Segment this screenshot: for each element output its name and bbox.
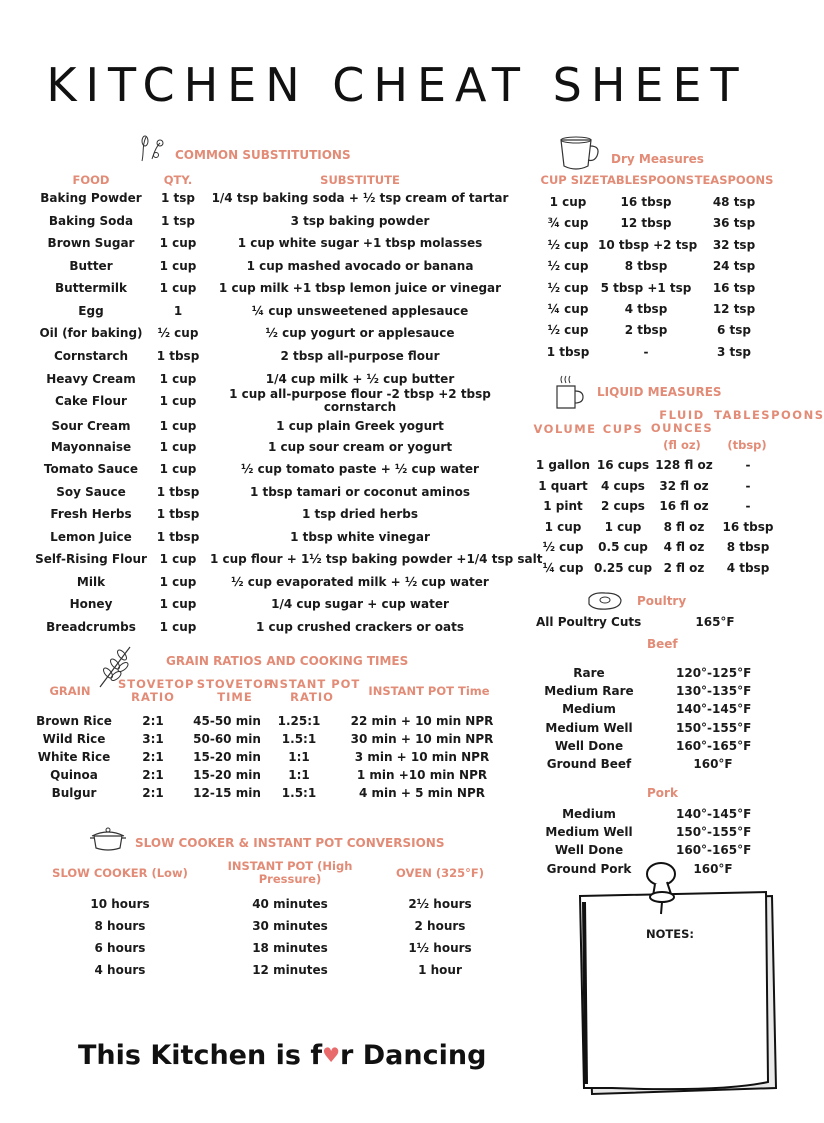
liquid-measure-cell: 4 tbsp (726, 561, 770, 575)
substitute-text: ¼ cup unsweetened applesauce (251, 304, 469, 318)
substitution-row (30, 552, 543, 574)
grain-cell: 15-20 min (193, 750, 261, 764)
food-qty: 1 tbsp (156, 349, 200, 363)
food-qty: 1 tsp (161, 214, 195, 228)
dry-measure-row (536, 238, 776, 260)
liquid-measure-cell: - (745, 458, 751, 472)
liquid-measure-row (530, 499, 780, 521)
header-volume: VOLUME (533, 422, 597, 436)
beef-cell: 120°-125°F (676, 666, 752, 680)
liquid-measure-row (530, 540, 780, 562)
dry-measure-cell: 36 tsp (712, 216, 756, 231)
header-grain: GRAIN (49, 684, 91, 698)
conversion-row (30, 963, 510, 985)
food-name: Butter (69, 259, 113, 273)
substitute-text: 1 cup white sugar +1 tbsp molasses (237, 236, 483, 250)
header-slow-cooker: SLOW COOKER (Low) (52, 866, 188, 880)
dry-measure-row (536, 195, 776, 217)
food-qty: 1 cup (159, 236, 197, 250)
dry-measure-cell: ½ cup (547, 323, 589, 338)
food-qty: 1 cup (159, 552, 197, 566)
conversion-cell: 6 hours (94, 941, 146, 955)
food-qty: 1 cup (159, 419, 197, 433)
food-name: Baking Powder (40, 191, 142, 205)
substitutions-heading: COMMON SUBSTITUTIONS (175, 148, 351, 162)
liquid-measure-row (530, 520, 780, 542)
dry-measure-row (536, 216, 776, 238)
dry-measure-cell: - (643, 344, 649, 359)
grain-cell: Wild Rice (42, 732, 106, 746)
substitute-text: 3 tsp baking powder (290, 214, 430, 228)
liquid-measure-cell: 8 fl oz (663, 519, 705, 534)
substitution-row (30, 326, 510, 348)
food-name: Self-Rising Flour (35, 552, 147, 566)
grain-cell: 2:1 (142, 786, 164, 800)
liquid-measure-cell: 128 fl oz (655, 458, 713, 472)
food-name: Honey (69, 597, 113, 611)
substitution-row (30, 620, 510, 642)
substitution-row (30, 462, 510, 484)
slow-cooker-heading: SLOW COOKER & INSTANT POT CONVERSIONS (135, 836, 445, 850)
poultry-temp: 165°F (695, 615, 735, 629)
liquid-measure-row (530, 458, 780, 480)
pork-cell: 140°-145°F (676, 807, 752, 821)
substitution-row (30, 281, 510, 303)
beef-cell: Medium (562, 702, 616, 717)
substitutions-table (30, 172, 543, 642)
food-qty: 1 tbsp (156, 507, 200, 521)
food-qty: 1 tbsp (156, 530, 200, 544)
food-name: Fresh Herbs (50, 507, 132, 521)
beef-cell: Ground Beef (546, 757, 632, 771)
grain-cell: Brown Rice (36, 714, 112, 728)
grain-cell: White Rice (37, 750, 111, 764)
liquid-measure-cell: 1 quart (538, 478, 588, 493)
herbs-icon (136, 133, 170, 165)
liquid-measure-cell: 0.5 cup (598, 540, 648, 555)
food-name: Sour Cream (51, 419, 131, 433)
pork-cell: Well Done (554, 843, 624, 858)
dry-measure-cell: 4 tbsp (624, 302, 668, 316)
grain-cell: 4 min + 5 min NPR (358, 786, 486, 800)
food-name: Cake Flour (55, 394, 127, 408)
dry-measure-cell: 16 tbsp (620, 195, 672, 209)
substitute-text: 1 cup all-purpose flour -2 tbsp +2 tbsp cornstarch (229, 387, 491, 414)
grain-cell: 45-50 min (193, 714, 261, 728)
header-fluid-ounces: FLUID OUNCES (650, 408, 714, 435)
substitution-row (30, 259, 510, 281)
heart-icon: ♥ (322, 1043, 341, 1067)
substitute-text: 1/4 cup milk + ½ cup butter (265, 372, 455, 386)
dry-measure-cell: ½ cup (547, 280, 589, 295)
substitution-row (30, 214, 510, 236)
food-name: Baking Soda (48, 214, 134, 228)
liquid-measure-cell: 8 tbsp (726, 540, 770, 555)
conversion-cell: 1 hour (418, 963, 462, 977)
pork-cell: Medium (562, 807, 616, 821)
substitution-row (30, 191, 510, 213)
header-instant-pot-ratio: INSTANT POT RATIO (263, 677, 361, 704)
liquid-measure-cell: 4 cups (601, 478, 645, 493)
header-tbsp: (tbsp) (727, 438, 767, 452)
liquid-measure-cell: 16 fl oz (659, 499, 709, 514)
substitution-row (30, 304, 510, 326)
dry-measure-cell: 12 tsp (712, 302, 756, 316)
grain-cell: 50-60 min (193, 732, 261, 746)
grain-cell: 1.5:1 (281, 786, 317, 800)
grain-cell: Bulgur (51, 786, 97, 800)
food-name: Tomato Sauce (43, 462, 139, 476)
substitute-text: ½ cup evaporated milk + ½ cup water (231, 575, 489, 589)
dry-measure-cell: 24 tsp (712, 259, 756, 274)
beef-cell: Well Done (554, 738, 624, 753)
beef-table (536, 664, 776, 776)
food-name: Egg (78, 304, 104, 318)
food-qty: 1 cup (159, 620, 197, 634)
dry-measure-cell: ¼ cup (547, 302, 589, 316)
food-qty: 1 cup (159, 281, 197, 295)
liquid-measure-cell: 16 cups (596, 458, 650, 472)
slow-cooker-table (30, 858, 510, 988)
beef-heading: Beef (647, 637, 678, 651)
substitution-row (30, 419, 510, 441)
grain-cell: 2:1 (142, 750, 164, 764)
dry-measure-cell: 12 tbsp (620, 216, 672, 231)
pot-icon (88, 826, 128, 852)
liquid-measure-cell: 2 cups (601, 499, 645, 514)
dry-measure-cell: 2 tbsp (624, 323, 668, 338)
food-qty: 1 cup (159, 440, 197, 454)
food-name: Breadcrumbs (46, 620, 136, 634)
liquid-measure-cell: 2 fl oz (663, 561, 705, 575)
liquid-measure-cell: - (745, 478, 751, 493)
conversion-cell: 30 minutes (252, 919, 328, 933)
liquid-measure-cell: 0.25 cup (594, 561, 653, 575)
dry-measure-row (536, 259, 776, 281)
dry-measure-cell: 10 tbsp +2 tsp (598, 237, 698, 252)
food-qty: ½ cup (157, 326, 199, 340)
liquid-measure-cell: 1 cup (604, 519, 642, 534)
liquid-measure-cell: 32 fl oz (659, 478, 709, 493)
dry-measure-cell: 16 tsp (712, 280, 756, 295)
food-name: Soy Sauce (56, 485, 126, 499)
pork-cell: Ground Pork (546, 861, 632, 876)
food-qty: 1 cup (159, 597, 197, 611)
conversion-row (30, 941, 510, 963)
grain-cell: 2:1 (142, 768, 164, 782)
substitute-text: 1 cup milk +1 tbsp lemon juice or vinegar (218, 281, 502, 295)
grain-cell: 3 min + 10 min NPR (354, 750, 490, 764)
dry-measure-row (536, 302, 776, 324)
pork-cell: Medium Well (545, 825, 633, 840)
dry-measure-cell: 8 tbsp (624, 259, 668, 274)
conversion-cell: 1½ hours (408, 941, 472, 955)
dry-measure-cell: ½ cup (547, 259, 589, 274)
conversion-cell: 12 minutes (252, 963, 328, 977)
liquid-measure-cell: 4 fl oz (663, 540, 705, 555)
dry-measure-cell: 48 tsp (712, 195, 756, 209)
substitute-text: 1 cup sour cream or yogurt (267, 440, 453, 454)
dry-measure-cell: 5 tbsp +1 tsp (600, 280, 692, 295)
grain-cell: 1:1 (288, 768, 310, 782)
grains-table (30, 676, 510, 806)
grain-cell: 1 min +10 min NPR (356, 768, 488, 782)
header-food: FOOD (72, 173, 110, 187)
conversion-cell: 2 hours (414, 919, 466, 933)
substitute-text: 1 cup crushed crackers or oats (256, 620, 464, 634)
substitute-text: ½ cup yogurt or applesauce (265, 326, 455, 340)
substitution-row (30, 387, 510, 416)
liquid-measure-cell: ¼ cup (542, 561, 584, 575)
dry-measures-table (536, 172, 776, 362)
grain-cell: 1.5:1 (281, 732, 317, 746)
liquid-measures-table (530, 406, 824, 581)
grain-cell: 1.25:1 (277, 714, 321, 728)
header-instant-pot: INSTANT POT (High Pressure) (227, 859, 353, 886)
liquid-measure-cell: 1 cup (544, 519, 582, 534)
conversion-cell: 2½ hours (408, 897, 472, 911)
conversion-cell: 4 hours (94, 963, 146, 977)
dry-measure-cell: ½ cup (547, 237, 589, 252)
substitute-text: 1 cup mashed avocado or banana (246, 259, 474, 273)
food-name: Brown Sugar (47, 236, 135, 250)
liquid-heading: LIQUID MEASURES (597, 385, 722, 399)
header-cups: CUPS (602, 422, 644, 436)
beef-row (536, 757, 776, 779)
substitution-row (30, 485, 510, 507)
grain-cell: 22 min + 10 min NPR (350, 714, 494, 728)
beef-cell: 130°-135°F (676, 684, 752, 699)
dry-measure-cell: ¾ cup (547, 216, 589, 231)
grain-row (30, 786, 510, 808)
dry-measure-cell: 1 tbsp (546, 344, 590, 359)
pork-cell: 160°-165°F (676, 843, 752, 858)
dry-measure-row (536, 281, 776, 303)
food-name: Mayonnaise (50, 440, 132, 454)
conversion-cell: 8 hours (94, 919, 146, 933)
notes-label: NOTES: (646, 927, 694, 941)
substitution-row (30, 507, 510, 529)
food-name: Heavy Cream (46, 372, 136, 386)
conversion-cell: 10 hours (90, 897, 150, 911)
grain-cell: 3:1 (142, 732, 164, 746)
conversion-cell: 18 minutes (252, 941, 328, 955)
substitute-text: 1 tsp dried herbs (301, 507, 419, 521)
beef-cell: Rare (573, 666, 605, 680)
beef-cell: 160°F (693, 757, 733, 771)
beef-cell: Medium Well (545, 720, 633, 735)
substitute-text: 1 cup plain Greek yogurt (276, 419, 444, 433)
grain-cell: 12-15 min (193, 786, 261, 800)
header-stovetop-ratio: STOVETOP RATIO (118, 677, 195, 704)
substitute-text: 2 tbsp all-purpose flour (280, 349, 440, 363)
dry-measure-row (536, 323, 776, 345)
header-oven: OVEN (325°F) (396, 866, 484, 880)
substitute-text: 1/4 cup sugar + cup water (271, 597, 449, 611)
dry-measure-cell: 1 cup (549, 195, 587, 209)
food-qty: 1 tbsp (156, 485, 200, 499)
beef-cell: 150°-155°F (676, 720, 752, 735)
substitution-row (30, 597, 510, 619)
header-instant-pot-time: INSTANT POT Time (368, 684, 490, 698)
pork-cell: 160°F (693, 861, 733, 876)
beef-cell: Medium Rare (544, 684, 634, 699)
liquid-measure-cell: ½ cup (542, 540, 584, 555)
food-qty: 1 cup (159, 462, 197, 476)
footer-text-end: r Dancing (340, 1040, 487, 1071)
dry-measure-cell: 6 tsp (717, 323, 751, 338)
substitution-row (30, 440, 510, 462)
food-qty: 1 cup (159, 575, 197, 589)
substitution-row (30, 530, 510, 552)
food-qty: 1 cup (159, 394, 197, 408)
food-qty: 1 (173, 304, 183, 318)
conversion-row (30, 897, 510, 919)
conversion-cell: 40 minutes (252, 897, 328, 911)
substitute-text: 1 tbsp white vinegar (290, 530, 430, 544)
meat-icon (585, 590, 625, 612)
header-fl-oz: (fl oz) (663, 438, 701, 452)
food-name: Cornstarch (53, 349, 129, 363)
food-name: Oil (for baking) (39, 326, 143, 340)
substitute-text: 1 cup flour + 1½ tsp baking powder +1/4 tsp salt (210, 552, 543, 566)
pushpin-icon (635, 858, 685, 918)
liquid-measure-cell: - (745, 499, 751, 514)
header-qty: QTY. (163, 173, 193, 187)
poultry-cut: All Poultry Cuts (536, 615, 642, 629)
header-cup-size: CUP SIZE (540, 173, 600, 187)
substitute-text: 1/4 tsp baking soda + ½ tsp cream of tartar (211, 191, 509, 205)
liquid-measure-cell: 1 pint (543, 499, 583, 514)
dry-measure-row (536, 345, 776, 367)
beef-cell: 140°-145°F (676, 702, 752, 717)
page-title: KITCHEN CHEAT SHEET (46, 58, 748, 112)
liquid-measure-row (530, 479, 780, 501)
grain-cell: Quinoa (50, 768, 98, 782)
grain-cell: 2:1 (142, 714, 164, 728)
food-qty: 1 tsp (161, 191, 195, 205)
cup-icon (557, 134, 603, 174)
dry-measure-cell: 32 tsp (712, 237, 756, 252)
grain-cell: 1:1 (288, 750, 310, 764)
substitute-text: 1 tbsp tamari or coconut aminos (249, 485, 471, 499)
dry-measure-cell: 3 tsp (717, 344, 751, 359)
food-name: Milk (76, 575, 106, 589)
conversion-row (30, 919, 510, 941)
liquid-measure-cell: 1 gallon (535, 458, 591, 472)
footer-text-start: This Kitchen is f (78, 1040, 323, 1071)
header-teaspoons: TEASPOONS (694, 173, 774, 187)
header-substitute: SUBSTITUTE (320, 173, 400, 187)
poultry-heading: Poultry (637, 594, 687, 608)
food-name: Lemon Juice (50, 530, 132, 544)
substitution-row (30, 349, 510, 371)
header-stovetop-time: STOVETOP TIME (196, 677, 274, 704)
grain-cell: 30 min + 10 min NPR (350, 732, 494, 746)
pork-heading: Pork (647, 786, 678, 800)
dry-heading: Dry Measures (611, 152, 704, 166)
food-qty: 1 cup (159, 372, 197, 386)
substitute-text: ½ cup tomato paste + ½ cup water (241, 462, 479, 476)
food-name: Buttermilk (55, 281, 127, 295)
liquid-measure-row (530, 561, 780, 583)
beef-cell: 160°-165°F (676, 738, 752, 753)
grains-heading: GRAIN RATIOS AND COOKING TIMES (166, 654, 409, 668)
substitution-row (30, 575, 510, 597)
liquid-measure-cell: 16 tbsp (722, 519, 774, 534)
food-qty: 1 cup (159, 259, 197, 273)
substitution-row (30, 236, 510, 258)
grain-cell: 15-20 min (193, 768, 261, 782)
pork-cell: 150°-155°F (676, 825, 752, 840)
header-tablespoons: TABLESPOONS (600, 173, 694, 187)
header-tablespoons-liquid: TABLESPOONS (714, 408, 824, 422)
footer-slogan (78, 1040, 486, 1071)
